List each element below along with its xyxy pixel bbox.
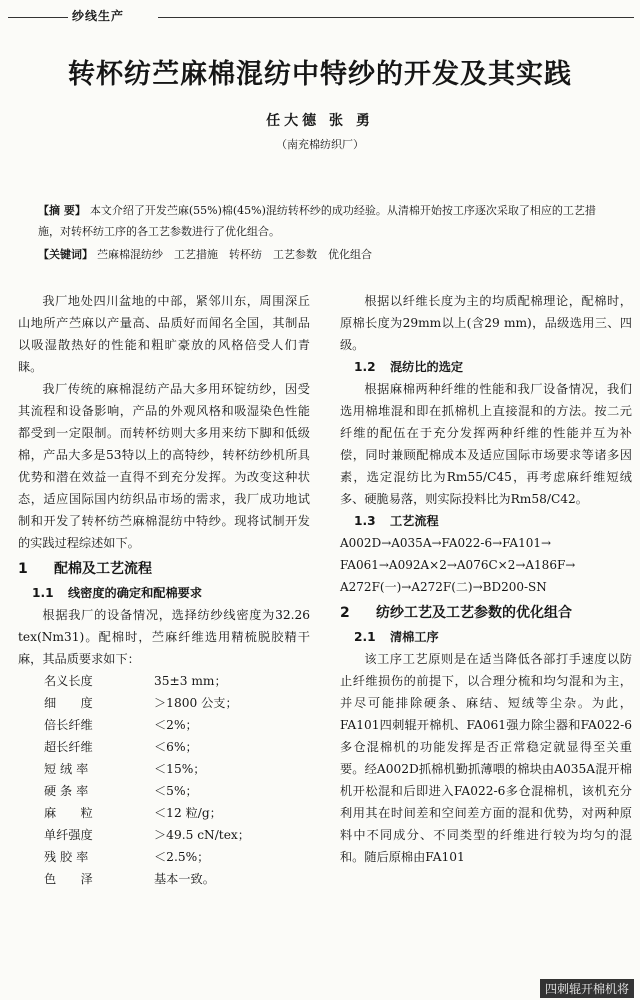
paragraph: 该工序工艺原则是在适当降低各部打手速度以防止纤维损伤的前提下，以合理分梳和均匀混和为主，并尽可能排除硬条、麻结、短绒等尘杂。为此，FA101四刺辊开棉机、FA061强力除尘器和FA022-6多仓混棉机的功能发挥是否正常稳定就显得至关重要。经A002D抓棉机勤抓薄喂的棉块由A035A混开棉机开松混和后即进入FA022-6多仓混棉机，该机充分利用其在时间差和空间差方面的混和优势，对两种原料中不同成分、不同类型的纤维进行较为均匀的混和。随后原棉由FA101 bbox=[340, 652, 632, 864]
spec-row: 超长纤维 ＜6%； bbox=[44, 740, 198, 754]
keywords bbox=[38, 244, 608, 265]
affiliation: （南充棉纺织厂） bbox=[276, 138, 364, 151]
keywords-label: 【关键词】 bbox=[38, 248, 93, 261]
subsection-heading: 1.2 混纺比的选定 bbox=[354, 360, 464, 374]
subsection-heading: 1.1 线密度的确定和配棉要求 bbox=[32, 586, 203, 600]
spec-row: 细 度 ＞1800 公支； bbox=[44, 696, 238, 710]
process-flow-line: A002D→A035A→FA022-6→FA101→ bbox=[340, 536, 552, 550]
spec-row: 名义长度 35±3 mm； bbox=[44, 674, 227, 688]
section-heading: 2 纺纱工艺及工艺参数的优化组合 bbox=[340, 605, 572, 621]
spec-row: 残 胶 率 ＜2.5%； bbox=[44, 850, 210, 864]
paragraph: 根据麻棉两种纤维的性能和我厂设备情况，我们选用棉堆混和即在抓棉机上直接混和的方法。按二元纤维的配伍在于充分发挥两种纤维的性能并互为补偿，同时兼顾配棉成本及适应国际市场要求等诸多因素，选定混纺比为Rm55/C45，再考虑麻纤维短绒多、硬脆易落，则实际投料比为Rm58/C42。 bbox=[340, 382, 632, 506]
subsection-heading: 1.3 工艺流程 bbox=[354, 514, 439, 528]
section-heading: 1 配棉及工艺流程 bbox=[18, 561, 152, 577]
article-title: 转杯纺苎麻棉混纺中特纱的开发及其实践 bbox=[68, 59, 572, 90]
paragraph: 根据我厂的设备情况，选择纺纱线密度为32.26 tex(Nm31)。配棉时，苎麻纤维选用精梳脱胶精干麻，其品质要求如下： bbox=[18, 608, 310, 666]
spec-row: 倍长纤维 ＜2%； bbox=[44, 718, 198, 732]
header-rule-left bbox=[8, 17, 68, 18]
spec-row: 麻 粒 ＜12 粒/g； bbox=[44, 806, 222, 820]
section-label: 纱线生产 bbox=[72, 9, 125, 23]
paragraph: 我厂传统的麻棉混纺产品大多用环锭纺纱，因受其流程和设备影响，产品的外观风格和吸湿染色性能都受到一定限制。而转杯纺则大多用来纺下脚和低级棉，产品大多是53特以上的高特纱，转杯纺纱机所具优势和潜在效益一直得不到充分发挥。为改变这种状态，适应国际国内纺织品市场的需求，我厂成功地试制和开发了转杯纺苎麻棉混纺中特纱。现将试制开发的实践过程综述如下。 bbox=[18, 382, 310, 550]
spec-row: 色 泽 基本一致。 bbox=[44, 872, 215, 886]
process-flow-line: A272F(一)→A272F(二)→BD200-SN bbox=[340, 580, 547, 594]
paragraph: 我厂地处四川盆地的中部，紧邻川东，周围深丘山地所产苎麻以产量高、品质好而闻名全国，其制品以吸湿散热好的性能和粗旷豪放的风格倍受人们青睐。 bbox=[18, 294, 310, 374]
keywords-text: 苎麻棉混纺纱 工艺措施 转杯纺 工艺参数 优化组合 bbox=[97, 248, 372, 261]
left-column bbox=[18, 290, 310, 890]
abstract-label: 【摘 要】 bbox=[38, 204, 86, 217]
spec-row: 单纤强度 ＞49.5 cN/tex； bbox=[44, 828, 250, 842]
process-flow-line: FA061→A092A×2→A076C×2→A186F→ bbox=[340, 558, 576, 572]
paragraph: 根据以纤维长度为主的均质配棉理论，配棉时，原棉长度为29mm以上(含29 mm)，品级选用三、四级。 bbox=[340, 294, 632, 352]
right-column bbox=[340, 290, 632, 868]
spec-row: 硬 条 率 ＜5%； bbox=[44, 784, 198, 798]
section-header bbox=[8, 6, 634, 26]
abstract bbox=[38, 200, 608, 242]
abstract-text: 本文介绍了开发苎麻(55%)棉(45%)混纺转杯纱的成功经验。从清棉开始按工序逐次采取了相应的工艺措施，对转杯纺工序的各工艺参数进行了优化组合。 bbox=[38, 204, 596, 238]
header-rule-right bbox=[158, 17, 634, 18]
spec-row: 短 绒 率 ＜15%； bbox=[44, 762, 206, 776]
subsection-heading: 2.1 清棉工序 bbox=[354, 630, 439, 644]
authors: 任大德 张 勇 bbox=[266, 113, 374, 129]
page-stamp: 四刺辊开棉机将 bbox=[540, 979, 634, 998]
